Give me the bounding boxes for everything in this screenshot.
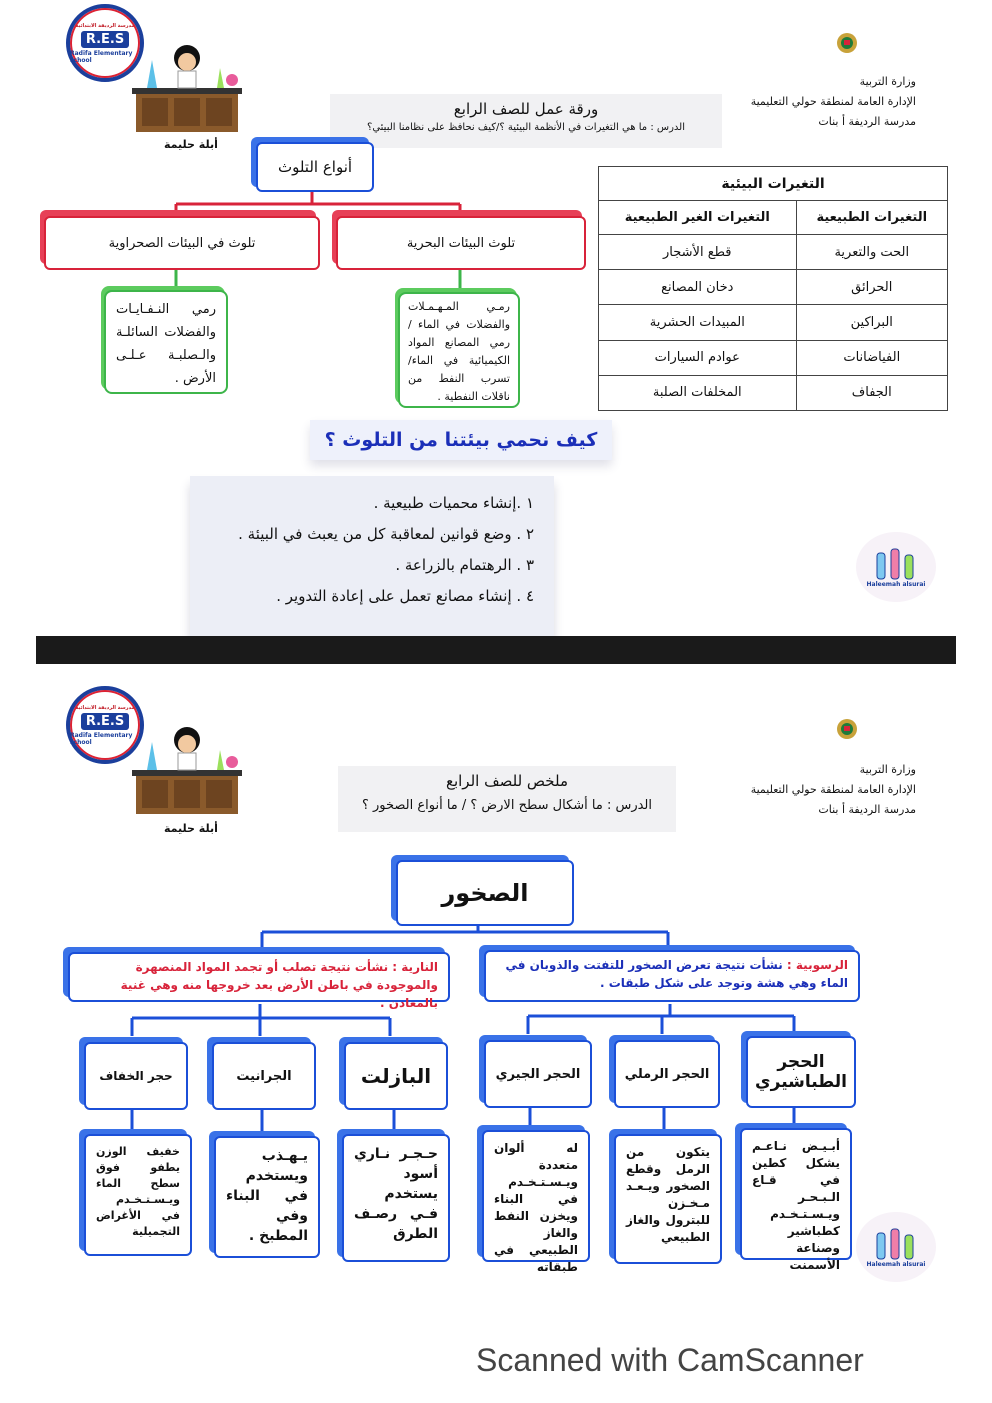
camscanner-footer: Scanned with CamScanner xyxy=(476,1342,864,1378)
granite-desc: يـهـذب ويستخدم في البناء وفي المطبخ . xyxy=(214,1136,320,1258)
desert-pollution-box: تلوث في البيئات الصحراوية xyxy=(44,216,320,270)
table-cell: الفياضانات xyxy=(796,340,947,375)
chem-logo-caption: Haleemah alsurai xyxy=(866,580,926,588)
chem-logo-2 xyxy=(856,1212,936,1282)
limestone-desc: له ألوان متعددة ويـسـتـخـدم في البناء ويخزن النفط والغاز الطبيعي في طبقاته xyxy=(482,1130,590,1262)
sedimentary-text: نشأت نتيجة تعرض الصخور للتفتت والذوبان في الماء وهي هشة وتوجد على شكل طبقات . xyxy=(505,958,848,990)
pumice-desc: خفيف الوزن يطفو فوق سطح الماء ويـسـتـخـدم في الأغراض التجميلية xyxy=(84,1134,192,1256)
table-cell: الحرائق xyxy=(796,270,947,305)
table-cell: المخلفات الصلبة xyxy=(599,375,797,410)
ministry-line-2: الإدارة العامة لمنطقة حولي التعليمية xyxy=(750,95,916,108)
school-logo-initials: R.E.S xyxy=(81,713,129,730)
basalt-box: البازلت xyxy=(344,1042,448,1110)
school-logo-initials: R.E.S xyxy=(81,31,129,48)
sandstone-desc: يتكون من الرمل وقطع الصخور ويـعـد مـخـزن للبترول والغاز الطبيعي xyxy=(614,1134,722,1264)
ministry-line-3: مدرسة الرديفة أ بنات xyxy=(818,803,916,816)
step-item: ٢ . وضع قوانين لمعاقبة كل من يعبث في البيئة . xyxy=(238,525,534,543)
pollution-types-root: أنواع التلوث xyxy=(256,142,374,192)
sandstone-box: الحجر الرملي xyxy=(614,1040,720,1108)
table-cell: الحت والتعرية xyxy=(796,235,947,270)
env-table-header-natural: التغيرات الطبيعية xyxy=(796,201,947,235)
table-cell: قطع الأشجار xyxy=(599,235,797,270)
ministry-line-1: وزارة التربية xyxy=(859,763,916,776)
rocks-root: الصخور xyxy=(396,860,574,926)
env-table-header-unnatural: التغيرات الغير الطبيعية xyxy=(599,201,797,235)
chalk-rock-box: الحجر الطباشيري xyxy=(746,1036,856,1108)
sedimentary-label: الرسوبية xyxy=(795,958,848,972)
table-cell: البراكين xyxy=(796,305,947,340)
sedimentary-box: الرسوبية : نشأت نتيجة تعرض الصخور للتفتت والذوبان في الماء وهي هشة وتوجد على شكل طبقات . xyxy=(484,950,860,1002)
ministry-line-3: مدرسة الرديفة أ بنات xyxy=(818,115,916,128)
teacher-name: أبلة حليمة xyxy=(164,138,218,151)
table-cell: الجفاف xyxy=(796,375,947,410)
step-item: ٤ . إنشاء مصانع تعمل على إعادة التدوير . xyxy=(276,587,534,605)
table-cell: دخان المصانع xyxy=(599,270,797,305)
igneous-text: نشأت نتيجة تصلب أو تجمد المواد المنصهرة والموجودة في باطن الأرض بعد خروجها منه وهي غنية بالمعادن . xyxy=(120,960,438,1010)
table-cell: عوادم السيارات xyxy=(599,340,797,375)
pumice-box: حجر الخفاف xyxy=(84,1042,188,1110)
ministry-line-1: وزارة التربية xyxy=(859,75,916,88)
marine-pollution-box: تلوث البيئات البحرية xyxy=(336,216,586,270)
teacher-name-2: أبلة حليمة xyxy=(164,822,218,835)
granite-box: الجرانيت xyxy=(212,1042,316,1110)
school-logo-sub: Radifa Elementary school xyxy=(70,49,133,64)
marine-pollution-desc: رمـي المـهـمـلات والفضلات في الماء / رمي المصانع المواد الكيميائية في الماء/ تسرب النفط من ناقلات النفطية . xyxy=(398,292,520,408)
step-item: ١ .إنشاء محميات طبيعية . xyxy=(373,494,534,512)
ministry-line-2: الإدارة العامة لمنطقة حولي التعليمية xyxy=(750,783,916,796)
chalk-rock-desc: أبـيـض نـاعـم يشكل كطين في قـاع الـبـحـر ويـسـتـخـدم كطباشير وصناعة الأسمنت xyxy=(740,1128,852,1260)
step-item: ٣ . الرهتمام بالزراعة . xyxy=(395,556,534,574)
worksheet-title: ورقة عمل للصف الرابع xyxy=(453,100,599,118)
igneous-label: النارية xyxy=(401,960,438,974)
table-cell: المبيدات الحشرية xyxy=(599,305,797,340)
basalt-desc: حـجـر نـاري أسود يستخدم فـي رصـف الطرق xyxy=(342,1134,450,1262)
protection-question: كيف نحمي بيئتنا من التلوث ؟ xyxy=(310,420,612,460)
limestone-box: الحجر الجيري xyxy=(484,1040,592,1108)
chem-logo-caption: Haleemah alsurai xyxy=(866,1260,926,1268)
school-logo-ring: مدرسة الرديفة الابتدائية xyxy=(75,22,135,29)
summary-lesson: الدرس : ما أشكال سطح الارض ؟ / ما أنواع الصخور ؟ xyxy=(361,798,652,813)
env-table-title: التغيرات البيئية xyxy=(599,167,948,201)
school-logo-sub: Radifa Elementary school xyxy=(70,731,133,746)
lesson-question: الدرس : ما هي التغيرات في الأنظمة البيئية ؟/كيف نحافظ على نظامنا البيئي؟ xyxy=(367,122,685,133)
school-logo-ring: مدرسة الرديفة الابتدائية xyxy=(75,704,135,711)
summary-title: ملخص للصف الرابع xyxy=(445,772,568,790)
flasks-icon xyxy=(873,1227,919,1261)
desert-pollution-desc: رمي النـفـايـات والفضلات السائلـة والـصلبـة عـلـى الأرض . xyxy=(104,290,228,394)
igneous-box: النارية : نشأت نتيجة تصلب أو تجمد المواد المنصهرة والموجودة في باطن الأرض بعد خروجها منه وهي غنية بالمعادن . xyxy=(68,952,450,1002)
